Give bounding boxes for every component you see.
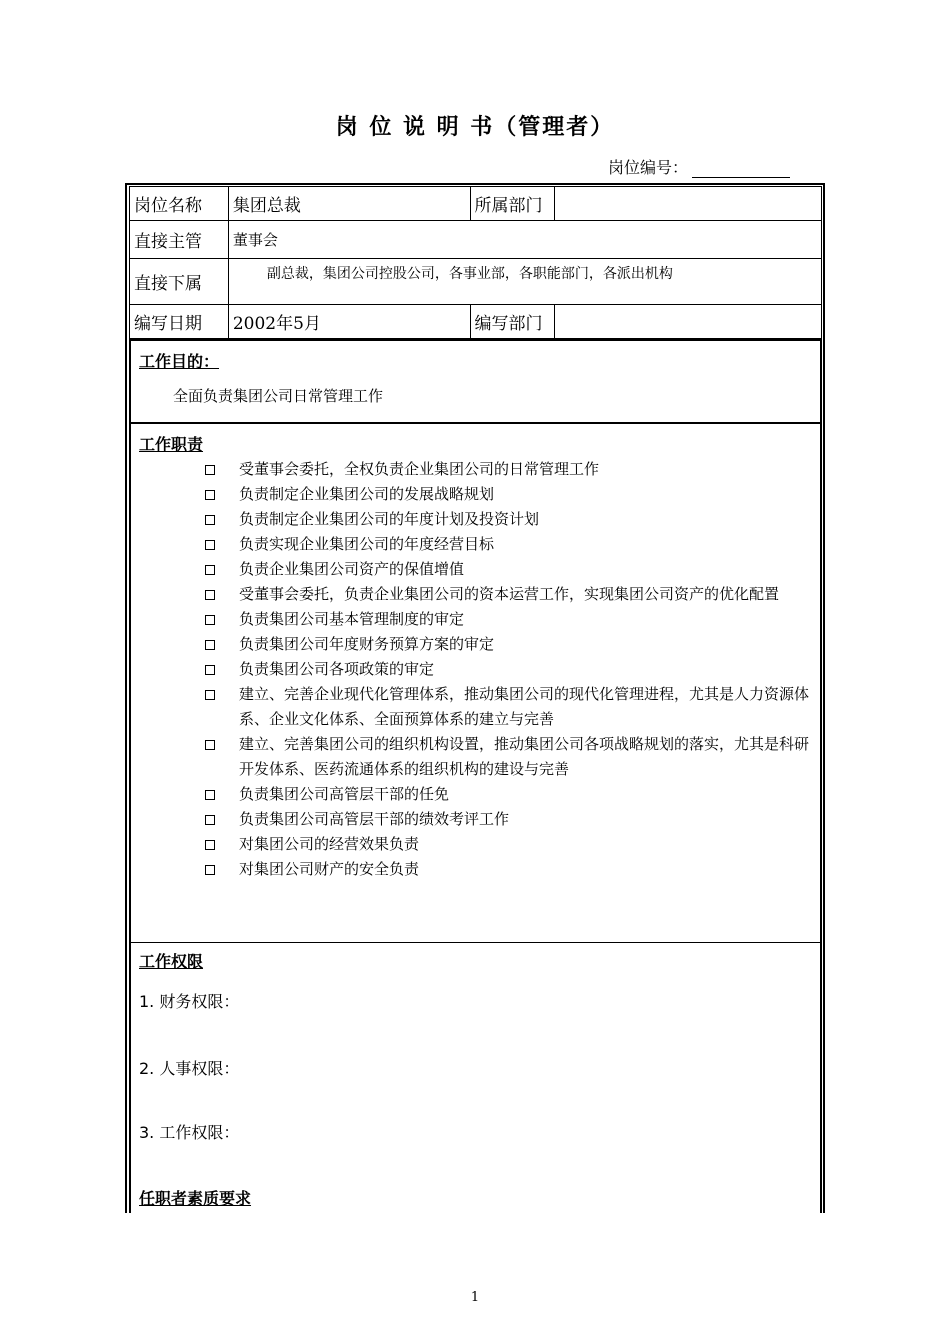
checkbox-square-icon (205, 665, 215, 675)
duty-text: 负责集团公司高管层干部的任免 (239, 785, 450, 803)
duty-item (205, 582, 815, 607)
duty-item (205, 482, 815, 507)
checkbox-square-icon (205, 690, 215, 700)
label-write-date: 编写日期 (130, 305, 229, 339)
info-row-1 (130, 187, 822, 221)
duty-text: 负责集团公司年度财务预算方案的审定 (239, 635, 495, 653)
duty-text: 负责实现企业集团公司的年度经营目标 (239, 535, 495, 553)
duty-item (205, 632, 815, 657)
duty-item (205, 607, 815, 632)
duties-section (129, 424, 822, 943)
post-number-label: 岗位编号： (608, 158, 689, 177)
authority-section (129, 943, 822, 1213)
duty-text: 负责制定企业集团公司的发展战略规划 (239, 485, 495, 503)
checkbox-square-icon (205, 465, 215, 475)
authority-personnel: 2. 人事权限： (139, 1059, 240, 1078)
checkbox-square-icon (205, 865, 215, 875)
duty-text: 建立、完善集团公司的组织机构设置，推动集团公司各项战略规划的落实，尤其是科研开发体系、医药流通体系的组织机构的建设与完善 (239, 735, 810, 778)
value-department (555, 187, 822, 221)
checkbox-square-icon (205, 515, 215, 525)
checkbox-square-icon (205, 565, 215, 575)
duty-text: 受董事会委托，负责企业集团公司的资本运营工作，实现集团公司资产的优化配置 (239, 585, 780, 603)
label-direct-supervisor: 直接主管 (130, 221, 229, 259)
duty-text: 建立、完善企业现代化管理体系，推动集团公司的现代化管理进程，尤其是人力资源体系、企业文化体系、全面预算体系的建立与完善 (239, 685, 810, 728)
duty-text: 对集团公司财产的安全负责 (239, 860, 420, 878)
duty-item (205, 457, 815, 482)
info-table (129, 186, 822, 339)
duty-item (205, 732, 815, 782)
duties-list (205, 457, 815, 882)
value-write-department (555, 305, 822, 339)
duty-text: 负责集团公司基本管理制度的审定 (239, 610, 465, 628)
checkbox-square-icon (205, 740, 215, 750)
checkbox-square-icon (205, 490, 215, 500)
info-row-3 (130, 259, 822, 305)
value-position-name: 集团总裁 (228, 187, 470, 221)
purpose-section (129, 339, 822, 424)
label-position-name: 岗位名称 (130, 187, 229, 221)
checkbox-square-icon (205, 840, 215, 850)
duty-item (205, 507, 815, 532)
page-title: 岗 位 说 明 书（管理者） (335, 115, 615, 140)
duty-text: 负责集团公司各项政策的审定 (239, 660, 435, 678)
qualification-heading: 任职者素质要求 (139, 1189, 252, 1208)
duty-item (205, 782, 815, 807)
duty-text: 负责集团公司高管层干部的绩效考评工作 (239, 810, 510, 828)
info-row-2 (130, 221, 822, 259)
duty-item (205, 857, 815, 882)
authority-finance: 1. 财务权限： (139, 992, 240, 1011)
checkbox-square-icon (205, 815, 215, 825)
post-number-blank (692, 159, 790, 178)
post-number-field (608, 155, 790, 178)
label-write-department: 编写部门 (470, 305, 555, 339)
duty-text: 对集团公司的经营效果负责 (239, 835, 420, 853)
authority-heading: 工作权限 (139, 952, 204, 971)
authority-work: 3. 工作权限： (139, 1123, 240, 1142)
duty-item (205, 657, 815, 682)
value-write-date: 2002年5月 (228, 305, 470, 339)
duty-item (205, 807, 815, 832)
duty-text: 受董事会委托，全权负责企业集团公司的日常管理工作 (239, 460, 600, 478)
checkbox-square-icon (205, 790, 215, 800)
duty-text: 负责企业集团公司资产的保值增值 (239, 560, 465, 578)
value-direct-supervisor: 董事会 (228, 221, 821, 259)
duty-item (205, 532, 815, 557)
page-number: 1 (470, 1290, 480, 1305)
checkbox-square-icon (205, 590, 215, 600)
value-direct-subordinates: 副总裁，集团公司控股公司，各事业部，各职能部门，各派出机构 (228, 259, 821, 305)
label-department: 所属部门 (470, 187, 555, 221)
info-row-4 (130, 305, 822, 339)
checkbox-square-icon (205, 640, 215, 650)
duty-text: 负责制定企业集团公司的年度计划及投资计划 (239, 510, 540, 528)
duty-item (205, 682, 815, 732)
duty-item (205, 557, 815, 582)
checkbox-square-icon (205, 540, 215, 550)
purpose-text: 全面负责集团公司日常管理工作 (173, 387, 384, 405)
duty-item (205, 832, 815, 857)
label-direct-subordinates: 直接下属 (130, 259, 229, 305)
duties-heading: 工作职责 (139, 435, 204, 454)
purpose-heading: 工作目的： (139, 352, 220, 371)
checkbox-square-icon (205, 615, 215, 625)
